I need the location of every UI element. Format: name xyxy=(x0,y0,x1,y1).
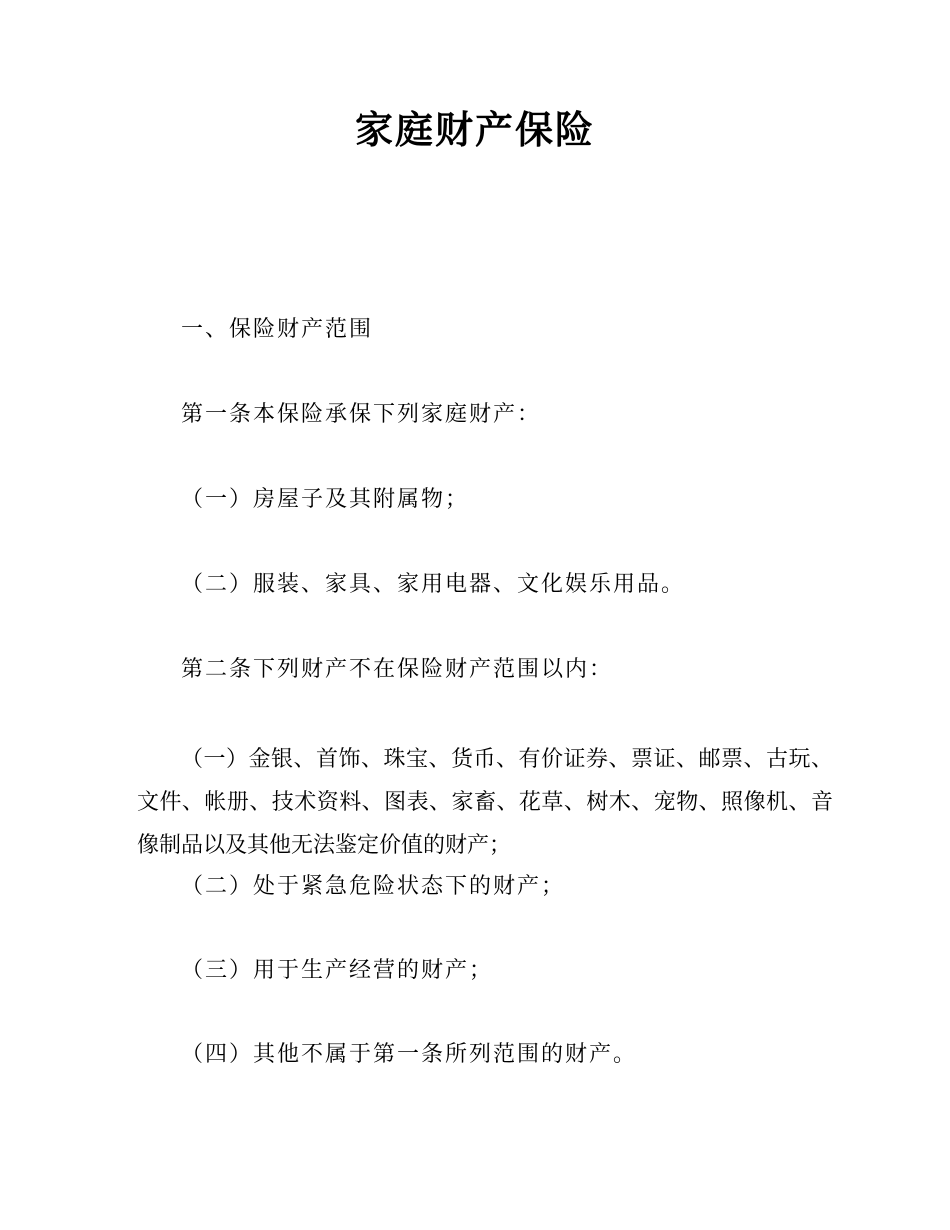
clause-two-item-two: （二）处于紧急危险状态下的财产； xyxy=(181,873,566,898)
section-one-heading: 一、保险财产范围 xyxy=(181,316,374,341)
clause-two-item-one: （一）金银、首饰、珠宝、货币、有价证券、票证、邮票、古玩、文件、帐册、技术资料、图表、家畜、花草、树木、宠物、照像机、音像制品以及其他无法鉴定价值的财产； xyxy=(137,746,833,857)
clause-two: 第二条下列财产不在保险财产范围以内： xyxy=(181,656,614,681)
document-title: 家庭财产保险 xyxy=(354,110,595,152)
clause-one-item-one: （一）房屋子及其附属物； xyxy=(181,486,470,511)
clause-one-item-two: （二）服装、家具、家用电器、文化娱乐用品。 xyxy=(181,571,686,596)
clause-two-item-four: （四）其他不属于第一条所列范围的财产。 xyxy=(181,1041,638,1066)
clause-two-item-three: （三）用于生产经营的财产； xyxy=(181,957,494,982)
clause-one: 第一条本保险承保下列家庭财产： xyxy=(181,401,542,426)
